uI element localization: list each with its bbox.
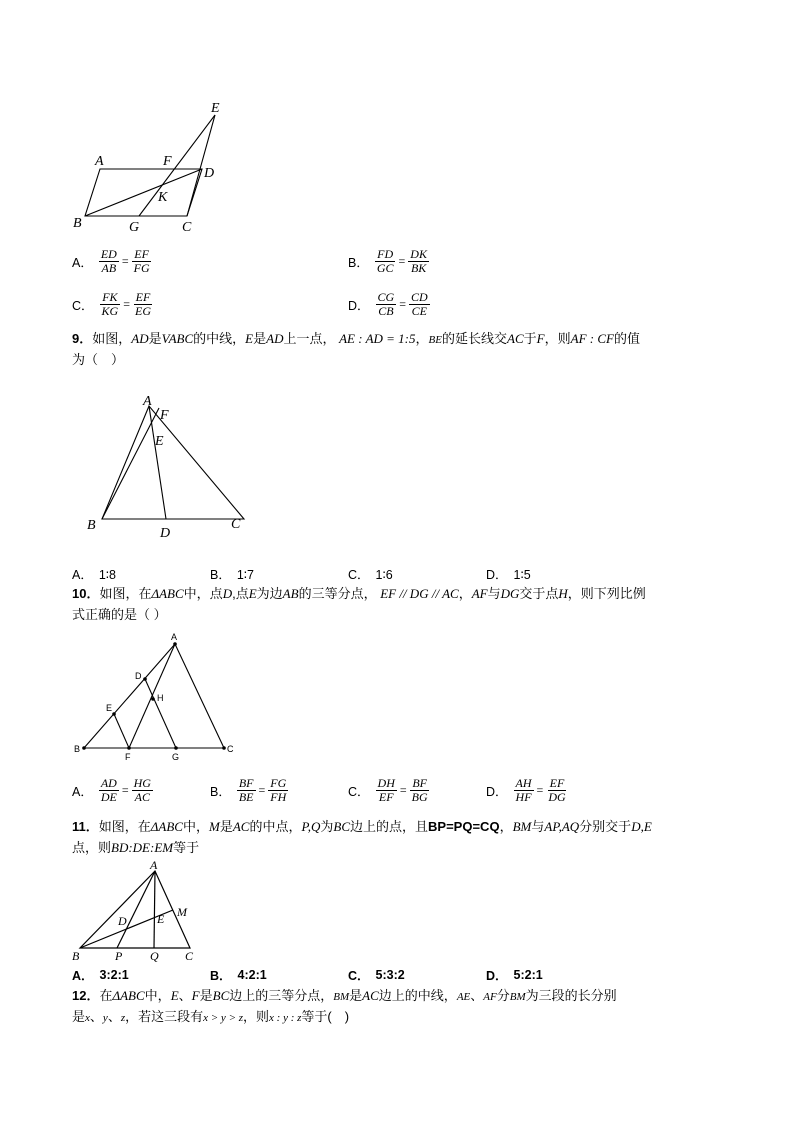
q10-option-c[interactable]: C． $\frac{DH}{EF}$ = $\frac{BF}{BG}$ [348,776,428,804]
fig11-label-E: E [157,912,165,926]
fig9-label-C: C [231,517,241,532]
q10-option-b[interactable]: B． $\frac{BF}{BE}$ = $\frac{FG}{FH}$ [210,776,287,804]
fig11-label-D: D [118,914,127,928]
fig9-label-F: F [160,408,169,423]
fig8-label-G: G [129,220,140,235]
q11-figure [65,857,215,962]
q9-stem-line1: 9．如图，AD是VABC的中线，E是AD上一点， AE : AD = 1:5，BE的延长线交AC于F，则AF : CF的值 [72,331,640,346]
q12-stem-line2: 是x、y、z，若这三段有x > y > z，则x : y : z等于( ) [72,1009,350,1024]
fig10-label-B: B [74,744,81,754]
fig10-label-A: A [171,632,178,642]
fig8-label-E: E [211,101,220,116]
q11-option-a[interactable]: A． 3:2:1 [72,968,129,983]
q12-stem-line1: 12．在ΔABC中，E、F是BC边上的三等分点，BM是AC边上的中线，AE、AF分BM为三段的长分别 [72,988,617,1003]
q11-stem-line2: 点，则BD:DE:EM等于 [72,840,200,855]
q9-figure [80,388,260,548]
q10-stem-line2: 式正确的是（ ） [72,607,167,622]
fig10-label-G: G [172,752,180,762]
fig8-label-F: F [163,154,172,169]
fig11-label-A: A [150,858,158,872]
q8-option-a[interactable]: A． $\frac{ED}{AB}$ = $\frac{EF}{FG}$ [72,247,150,275]
q10-stem-line1: 10．如图，在ΔABC中，点D,点E为边AB的三等分点， EF // DG // AC，AF与DG交于点H，则下列比例 [72,586,646,601]
q9-option-c[interactable]: C． 1∶6 [348,567,393,582]
q9-option-d[interactable]: D． 1∶5 [486,567,531,582]
fig9-label-A: A [143,394,152,409]
fig11-label-B: B [72,949,80,962]
q11-option-c[interactable]: C． 5:3:2 [348,968,405,983]
fig11-label-M: M [177,905,187,919]
q8-option-b[interactable]: B． $\frac{FD}{GC}$ = $\frac{DK}{BK}$ [348,247,427,275]
fig11-label-Q: Q [150,949,159,962]
fig8-label-K: K [158,190,168,205]
fig9-label-B: B [87,518,96,533]
q10-figure [70,630,245,765]
q8-figure [60,95,240,240]
fig10-label-F: F [125,752,131,762]
fig8-label-C: C [182,220,192,235]
q9-option-b[interactable]: B． 1∶7 [210,567,255,582]
q11-option-d[interactable]: D． 5:2:1 [486,968,543,983]
q11-stem-line1: 11．如图，在ΔABC中，M是AC的中点，P,Q为BC边上的点，且BP=PQ=CQ，BM与AP,AQ分别交于D,E [72,819,652,834]
q10-option-a[interactable]: A． $\frac{AD}{DE}$ = $\frac{HG}{AC}$ [72,776,151,804]
fig11-label-C: C [185,949,194,962]
fig9-label-E: E [155,434,164,449]
q10-option-d[interactable]: D． $\frac{AH}{HF}$ = $\frac{EF}{DG}$ [486,776,566,804]
fig11-label-P: P [115,949,123,962]
fig10-label-C: C [227,744,234,754]
q9-option-a[interactable]: A． 1∶8 [72,567,117,582]
q9-stem-line2: 为（ ） [72,352,125,367]
q11-option-b[interactable]: B． 4:2:1 [210,968,267,983]
fig10-label-E: E [106,703,113,713]
fig8-label-A: A [95,154,104,169]
q8-option-c[interactable]: C． $\frac{FK}{KG}$ = $\frac{EF}{EG}$ [72,290,151,318]
fig8-label-D: D [204,166,215,181]
fig10-label-D: D [135,671,142,681]
q8-option-d[interactable]: D． $\frac{CG}{CB}$ = $\frac{CD}{CE}$ [348,290,428,318]
fig8-label-B: B [73,216,82,231]
fig10-label-H: H [157,693,164,703]
fig9-label-D: D [160,526,171,541]
